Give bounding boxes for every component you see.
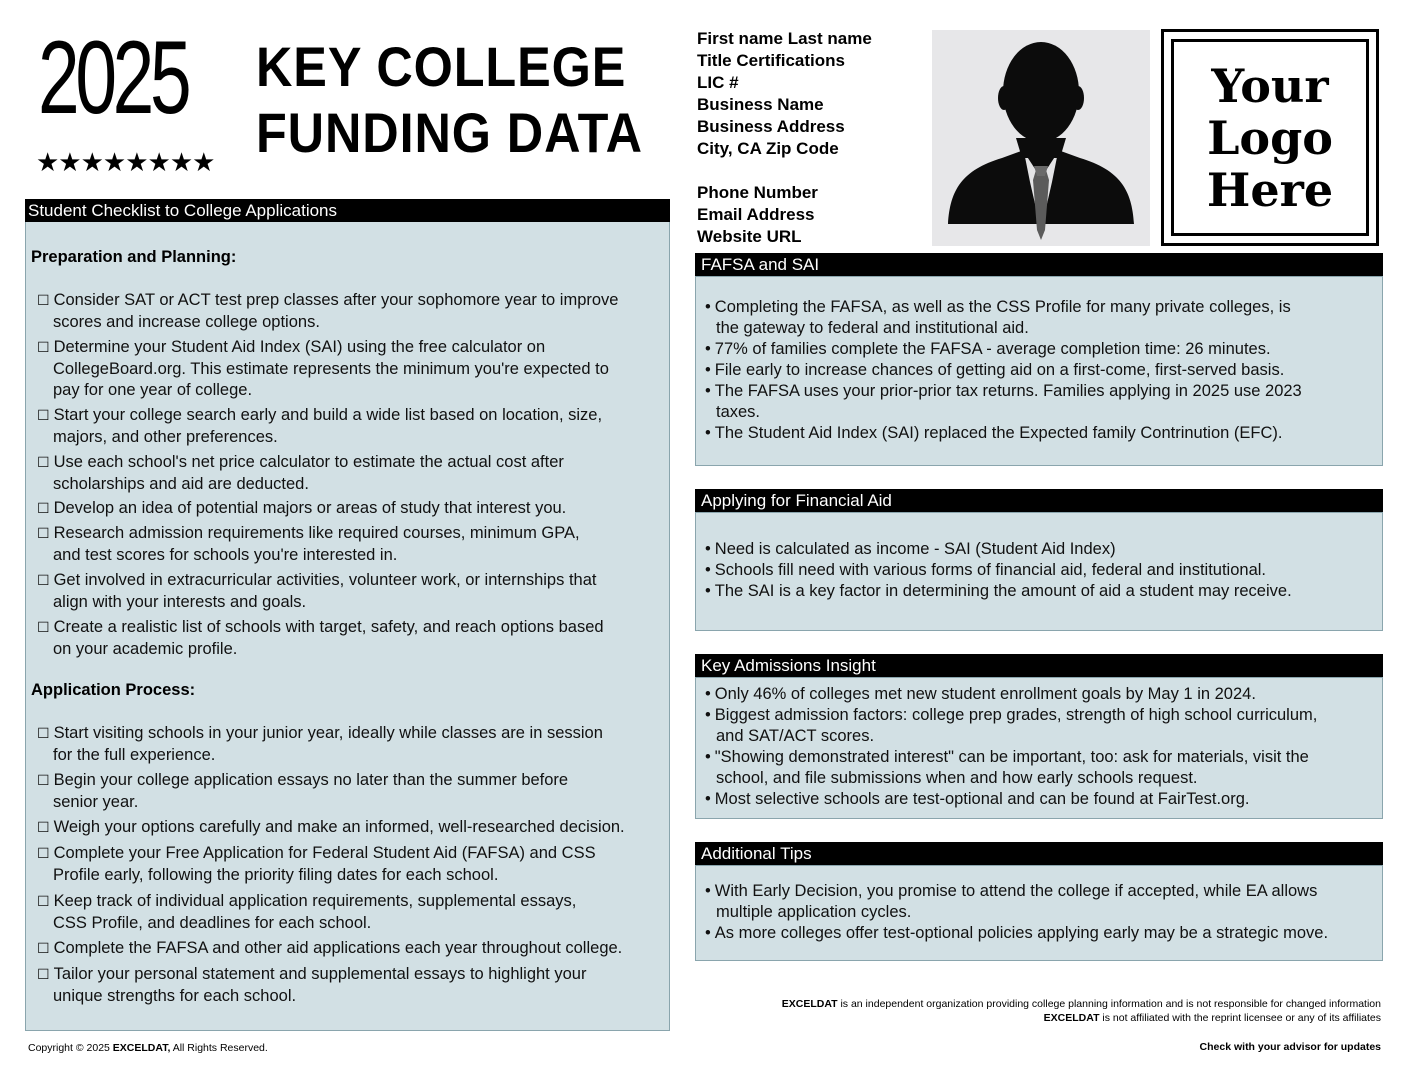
checkbox-icon: ☐ — [37, 773, 50, 789]
page-title — [256, 34, 643, 166]
advisor-note: Check with your advisor for updates — [1199, 1041, 1381, 1053]
bullet-item — [705, 560, 1380, 581]
checkbox-icon: ☐ — [37, 293, 50, 309]
checklist-item-line: Start your college search early and build a wide list based on location, size, — [53, 406, 603, 424]
bullet-item-line: The Student Aid Index (SAI) replaced the Expected family Contrinution (EFC). — [714, 424, 1283, 442]
checklist-item — [37, 570, 667, 613]
checklist-item — [37, 452, 667, 495]
checkbox-icon: ☐ — [37, 941, 50, 957]
bullet-icon: • — [705, 298, 711, 316]
checklist-item — [37, 891, 667, 934]
bullet-item — [705, 581, 1380, 602]
bullet-item — [705, 381, 1380, 423]
checkbox-icon: ☐ — [37, 526, 50, 542]
bullet-item — [705, 423, 1380, 444]
checklist-item-line: for the full experience. — [53, 746, 216, 764]
admissions-heading: Key Admissions Insight — [695, 654, 1383, 677]
checklist-item — [37, 964, 667, 1007]
checklist-item-line: scholarships and aid are deducted. — [53, 475, 309, 493]
checklist-item-line: Keep track of individual application requirements, supplemental essays, — [53, 892, 577, 910]
bullet-icon: • — [705, 924, 711, 942]
checklist-item-line: Get involved in extracurricular activities, volunteer work, or internships that — [53, 571, 597, 589]
bullet-item-line: and SAT/ACT scores. — [716, 727, 875, 745]
checkbox-icon: ☐ — [37, 455, 50, 471]
contact-lic: LIC # — [697, 73, 739, 92]
financial-aid-heading: Applying for Financial Aid — [695, 489, 1383, 512]
bullet-icon: • — [705, 748, 711, 766]
checklist-item-line: Tailor your personal statement and supplemental essays to highlight your — [53, 965, 587, 983]
contact-address: Business Address — [697, 117, 845, 136]
checklist-item-line: pay for one year of college. — [53, 381, 253, 399]
bullet-item — [705, 360, 1380, 381]
bullet-item — [705, 539, 1380, 560]
year-heading: 2025 — [38, 20, 188, 136]
checklist-item-line: Create a realistic list of schools with target, safety, and reach options based — [53, 618, 604, 636]
bullet-item-line: 77% of families complete the FAFSA - average completion time: 26 minutes. — [714, 340, 1271, 358]
bullet-icon: • — [705, 882, 711, 900]
checklist-item — [37, 723, 667, 766]
checkbox-icon: ☐ — [37, 573, 50, 589]
copyright-notice: Copyright © 2025 EXCELDAT, All Rights Reserved. — [28, 1042, 268, 1054]
checkbox-icon: ☐ — [37, 340, 50, 356]
checklist-item — [37, 523, 667, 566]
bullet-item — [705, 339, 1380, 360]
contact-city: City, CA Zip Code — [697, 139, 839, 158]
bullet-item-line: Only 46% of colleges met new student enrollment goals by May 1 in 2024. — [714, 685, 1256, 703]
bullet-item — [705, 684, 1380, 705]
bullet-item-line: school, and file submissions when and how early schools request. — [716, 769, 1198, 787]
bullet-item — [705, 881, 1380, 923]
bullet-item-line: The FAFSA uses your prior-prior tax returns. Families applying in 2025 use 2023 — [714, 382, 1302, 400]
prep-section-title: Preparation and Planning: — [31, 248, 237, 266]
bullet-icon: • — [705, 340, 711, 358]
checkbox-icon: ☐ — [37, 820, 50, 836]
bullet-item-line: File early to increase chances of getting aid on a first-come, first-served basis. — [714, 361, 1285, 379]
contact-block — [697, 28, 872, 248]
checklist-item — [37, 770, 667, 813]
logo-text-line-1: Your — [1211, 58, 1329, 113]
checklist-item — [37, 290, 667, 333]
bullet-item-line: Need is calculated as income - SAI (Student Aid Index) — [714, 540, 1116, 558]
bullet-item — [705, 789, 1380, 810]
checklist-item-line: unique strengths for each school. — [53, 987, 297, 1005]
bullet-item-line: Biggest admission factors: college prep grades, strength of high school curriculum, — [714, 706, 1318, 724]
bullet-icon: • — [705, 582, 711, 600]
checklist-item — [37, 938, 667, 960]
checklist-item — [37, 617, 667, 660]
logo-text-line-2: Logo — [1207, 110, 1333, 165]
contact-name: First name Last name — [697, 29, 872, 48]
checklist-item-line: on your academic profile. — [53, 640, 238, 658]
checklist-item-line: senior year. — [53, 793, 139, 811]
checklist-item — [37, 405, 667, 448]
checklist-item-line: Develop an idea of potential majors or areas of study that interest you. — [53, 499, 567, 517]
checklist-item-line: Complete the FAFSA and other aid applications each year throughout college. — [53, 939, 623, 957]
disclaimer-line-1: EXCELDAT is an independent organization providing college planning information and is not responsible for changed information — [781, 998, 1381, 1010]
title-line-1: KEY COLLEGE — [256, 35, 627, 98]
checklist-item-line: Start visiting schools in your junior year, ideally while classes are in session — [53, 724, 603, 742]
bullet-item-line: As more colleges offer test-optional policies applying early may be a strategic move. — [714, 924, 1329, 942]
bullet-item-line: With Early Decision, you promise to attend the college if accepted, while EA allows — [714, 882, 1318, 900]
checklist-item-line: and test scores for schools you're interested in. — [53, 546, 398, 564]
checkbox-icon: ☐ — [37, 726, 50, 742]
disclaimer-line-2: EXCELDAT is not affiliated with the reprint licensee or any of its affiliates — [1043, 1012, 1381, 1024]
checklist-item-line: Consider SAT or ACT test prep classes after your sophomore year to improve — [53, 291, 619, 309]
bullet-icon: • — [705, 561, 711, 579]
bullet-icon: • — [705, 424, 711, 442]
checklist-item-line: Research admission requirements like required courses, minimum GPA, — [53, 524, 580, 542]
checklist-item-line: scores and increase college options. — [53, 313, 320, 331]
bullet-item — [705, 923, 1380, 944]
profile-photo-placeholder — [932, 30, 1150, 246]
checkbox-icon: ☐ — [37, 846, 50, 862]
checklist-item — [37, 337, 667, 401]
bullet-icon: • — [705, 382, 711, 400]
checklist-item-line: Determine your Student Aid Index (SAI) using the free calculator on — [53, 338, 546, 356]
checklist-item-line: CSS Profile, and deadlines for each school. — [53, 914, 372, 932]
title-line-2: FUNDING DATA — [256, 101, 643, 164]
checklist-item — [37, 817, 667, 839]
bullet-icon: • — [705, 685, 711, 703]
logo-text-line-3: Here — [1206, 162, 1334, 217]
bullet-item-line: multiple application cycles. — [716, 903, 912, 921]
bullet-item — [705, 297, 1380, 339]
checkbox-icon: ☐ — [37, 620, 50, 636]
checklist-item-line: Complete your Free Application for Federal Student Aid (FAFSA) and CSS — [53, 844, 596, 862]
checklist-item-line: Profile early, following the priority filing dates for each school. — [53, 866, 499, 884]
bullet-item-line: Schools fill need with various forms of financial aid, federal and institutional. — [714, 561, 1266, 579]
application-section-title: Application Process: — [31, 681, 196, 699]
contact-business: Business Name — [697, 95, 824, 114]
bullet-icon: • — [705, 790, 711, 808]
disclaimer — [782, 997, 1381, 1025]
logo-placeholder — [1161, 29, 1379, 246]
checkbox-icon: ☐ — [37, 894, 50, 910]
checklist-item-line: CollegeBoard.org. This estimate represents the minimum you're expected to — [53, 360, 609, 378]
contact-website: Website URL — [697, 227, 802, 246]
checkbox-icon: ☐ — [37, 408, 50, 424]
contact-title: Title Certifications — [697, 51, 845, 70]
stars-row: ★★★★★★★★ — [36, 148, 215, 178]
checklist-item-line: Use each school's net price calculator to estimate the actual cost after — [53, 453, 564, 471]
checklist-item-line: majors, and other preferences. — [53, 428, 278, 446]
bullet-item-line: The SAI is a key factor in determining the amount of aid a student may receive. — [714, 582, 1292, 600]
checklist-item — [37, 498, 667, 520]
checklist-heading: Student Checklist to College Applications — [25, 199, 670, 222]
checkbox-icon: ☐ — [37, 967, 50, 983]
bullet-item-line: taxes. — [716, 403, 761, 421]
checklist-item-line: Begin your college application essays no later than the summer before — [53, 771, 569, 789]
person-silhouette-icon — [932, 30, 1150, 246]
bullet-item-line: Most selective schools are test-optional and can be found at FairTest.org. — [714, 790, 1250, 808]
bullet-item-line: Completing the FAFSA, as well as the CSS Profile for many private colleges, is — [714, 298, 1291, 316]
checkbox-icon: ☐ — [37, 501, 50, 517]
bullet-item-line: "Showing demonstrated interest" can be important, too: ask for materials, visit the — [714, 748, 1309, 766]
checklist-item-line: align with your interests and goals. — [53, 593, 307, 611]
contact-phone: Phone Number — [697, 183, 818, 202]
bullet-icon: • — [705, 361, 711, 379]
tips-heading: Additional Tips — [695, 842, 1383, 865]
checklist-item-line: Weigh your options carefully and make an informed, well-researched decision. — [53, 818, 625, 836]
bullet-item — [705, 747, 1380, 789]
checklist-item — [37, 843, 667, 886]
bullet-icon: • — [705, 540, 711, 558]
contact-email: Email Address — [697, 205, 815, 224]
bullet-icon: • — [705, 706, 711, 724]
logo-inner-frame — [1171, 39, 1369, 236]
fafsa-heading: FAFSA and SAI — [695, 253, 1383, 276]
bullet-item — [705, 705, 1380, 747]
bullet-item-line: the gateway to federal and institutional aid. — [716, 319, 1029, 337]
